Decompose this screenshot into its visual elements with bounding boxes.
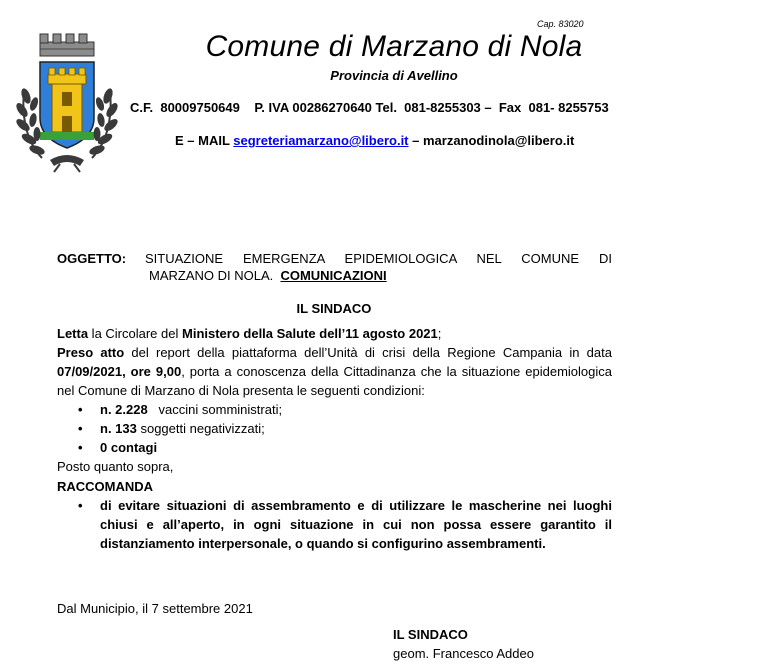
- bullet-icon: •: [78, 498, 83, 513]
- recommendation-text: di evitare situazioni di assembramento e di utilizzare le mascherine nei luoghi chiusi e all’aperto, in ogni situazione in cui non possa essere garantito il distanziamento interpersonale, o quando si configurino assembramenti.: [100, 498, 612, 551]
- preso-keyword: Preso atto: [57, 345, 125, 360]
- preso-text: del report della piattaforma dell’Unità di crisi della Regione Campania in data: [124, 345, 612, 360]
- page-title: Comune di Marzano di Nola: [205, 30, 583, 63]
- issue-date: Dal Municipio, il 7 settembre 2021: [57, 601, 253, 616]
- subject-line-2-text: MARZANO DI NOLA.: [149, 268, 281, 283]
- list-item: [57, 496, 612, 553]
- document-body: [57, 324, 612, 553]
- postal-code: Cap. 83020: [537, 19, 584, 29]
- subject-line-2: [149, 268, 387, 283]
- negative-label: soggetti negativizzati;: [136, 421, 265, 436]
- negative-count: n. 133: [100, 421, 137, 436]
- report-datetime: 07/09/2021, ore 9,00: [57, 364, 182, 379]
- vaccines-label: vaccini somministrati;: [147, 402, 283, 417]
- vaccines-count: n. 2.228: [100, 402, 148, 417]
- signer-name: geom. Francesco Addeo: [393, 646, 534, 661]
- letta-keyword: Letta: [57, 326, 89, 341]
- preso-paragraph: [57, 343, 612, 400]
- letta-end: ;: [437, 326, 442, 341]
- list-item: [57, 438, 612, 457]
- conditions-list: [57, 400, 612, 457]
- letta-text: la Circolare del: [88, 326, 182, 341]
- bullet-icon: •: [78, 421, 83, 436]
- email-line: [175, 133, 574, 148]
- list-item: [57, 419, 612, 438]
- subject-line-1: SITUAZIONE EMERGENZA EPIDEMIOLOGICA NEL COMUNE DI: [145, 251, 612, 266]
- recommendation-list: [57, 496, 612, 553]
- bullet-icon: •: [78, 440, 83, 455]
- recommendation-heading: RACCOMANDA: [57, 479, 154, 494]
- contact-info: C.F. 80009750649 P. IVA 00286270640 Tel. 081-8255303 – Fax 081- 8255753: [130, 100, 609, 115]
- email-secondary: – marzanodinola@libero.it: [408, 133, 575, 148]
- section-heading: IL SINDACO: [296, 301, 372, 316]
- email-label: E – MAIL: [175, 133, 234, 148]
- subject-label: OGGETTO:: [57, 251, 127, 266]
- bullet-icon: •: [78, 402, 83, 417]
- email-link[interactable]: segreteriamarzano@libero.it: [233, 133, 409, 148]
- infections-count: 0 contagi: [100, 440, 158, 455]
- preso-text-end: , porta a conoscenza della Cittadinanza che la situazione epidemiologica nel Comune di Marzano di Nola presenta le seguenti condizioni:: [57, 364, 612, 398]
- ministry-reference: Ministero della Salute dell’11 agosto 2021: [182, 326, 438, 341]
- province-subtitle: Provincia di Avellino: [330, 68, 458, 83]
- letta-paragraph: [57, 324, 612, 343]
- posto-paragraph: Posto quanto sopra,: [57, 459, 174, 474]
- signer-title: IL SINDACO: [393, 627, 468, 642]
- list-item: [57, 400, 612, 419]
- subject-communications: COMUNICAZIONI: [280, 268, 387, 283]
